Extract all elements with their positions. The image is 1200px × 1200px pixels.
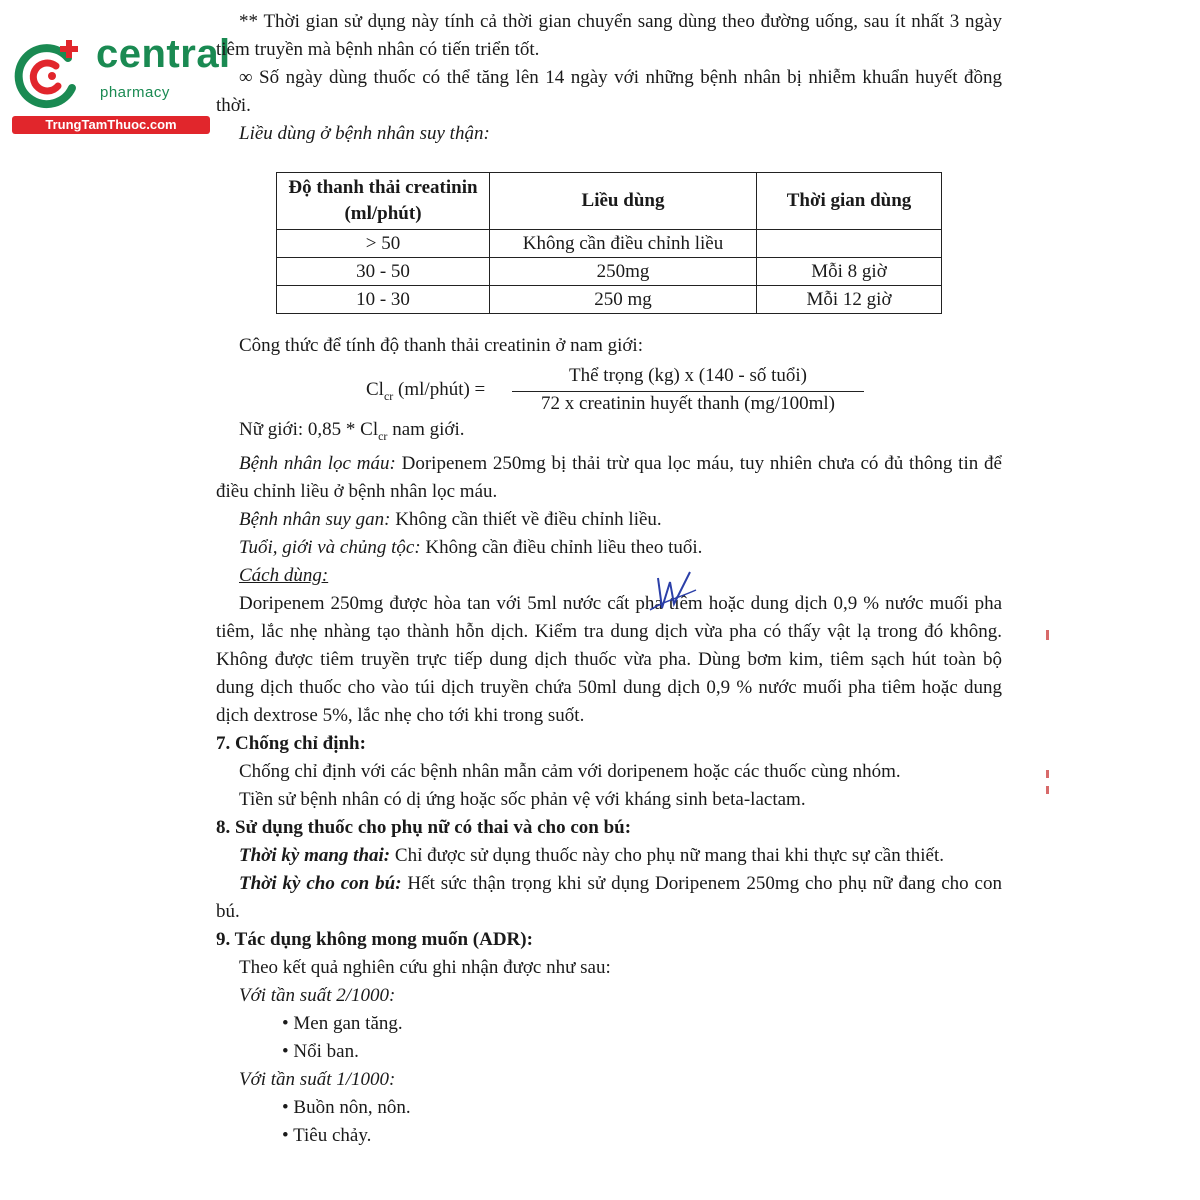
- table-cell: Mỗi 12 giờ: [757, 286, 942, 314]
- logo-wordmark: central: [96, 32, 231, 76]
- formula-lhs: $Cl_{cr}$ (ml/phút) =: [366, 379, 486, 403]
- bacteremia-note: ∞ Số ngày dùng thuốc có thể tăng lên 14 ngày với những bệnh nhân bị nhiễm khuẩn huyết đồng thời.: [216, 67, 1002, 116]
- scan-edge-mark: [1046, 770, 1049, 778]
- hepatic-paragraph: Bệnh nhân suy gan: Không cần thiết về điều chỉnh liều.: [239, 508, 662, 530]
- contraindication-1: Chống chỉ định với các bệnh nhân mẫn cảm với doripenem hoặc các thuốc cùng nhóm.: [239, 760, 901, 782]
- table-cell: Không cần điều chỉnh liều: [490, 230, 757, 258]
- lactation-paragraph: Thời kỳ cho con bú: Hết sức thận trọng khi sử dụng Doripenem 250mg cho phụ nữ đang cho con bú.: [216, 872, 1002, 922]
- section-8-title: 8. Sử dụng thuốc cho phụ nữ có thai và cho con bú:: [216, 816, 632, 838]
- logo-subtitle: pharmacy: [100, 84, 170, 101]
- formula-intro: Công thức để tính độ thanh thải creatinin ở nam giới:: [239, 335, 643, 356]
- column-header: Liều dùng: [490, 173, 757, 230]
- logo-url-banner[interactable]: TrungTamThuoc.com: [12, 116, 210, 134]
- list-item: • Men gan tăng.: [282, 1012, 403, 1034]
- signature-mark-icon: [640, 568, 700, 618]
- table-cell: [757, 230, 942, 258]
- frequency-2-1000: Với tần suất 2/1000:: [239, 984, 396, 1006]
- age-paragraph: Tuổi, giới và chủng tộc: Không cần điều chỉnh liều theo tuổi.: [239, 536, 703, 558]
- pregnancy-paragraph: Thời kỳ mang thai: Chỉ được sử dụng thuốc này cho phụ nữ mang thai khi thực sự cần thiết.: [239, 844, 945, 866]
- central-pharmacy-logo-icon: [10, 36, 90, 116]
- formula-denominator: 72 x creatinin huyết thanh (mg/100ml): [541, 393, 835, 414]
- table-row: [277, 286, 942, 314]
- table-cell: 30 - 50: [277, 258, 490, 286]
- scan-edge-mark: [1046, 786, 1049, 794]
- list-item: • Tiêu chảy.: [282, 1124, 372, 1146]
- frequency-1-1000: Với tần suất 1/1000:: [239, 1068, 396, 1090]
- table-row: [277, 258, 942, 286]
- column-header: Thời gian dùng: [757, 173, 942, 230]
- female-formula-note: Nữ giới: $0,85 * Cl_{cr}$ nam giới.: [239, 419, 465, 443]
- renal-dosing-table: [276, 172, 942, 314]
- formula-numerator: Thể trọng (kg) x (140 - số tuổi): [569, 365, 807, 386]
- column-header: Độ thanh thải creatinin (ml/phút): [277, 173, 490, 230]
- usage-title: Cách dùng:: [239, 564, 329, 586]
- table-header-row: [277, 173, 942, 230]
- duration-note: ** Thời gian sử dụng này tính cả thời gian chuyển sang dùng theo đường uống, sau ít nhất 3 ngày tiêm truyền mà bệnh nhân có tiến triển tốt.: [216, 11, 1002, 60]
- table-row: [277, 230, 942, 258]
- table-cell: > 50: [277, 230, 490, 258]
- table-cell: Mỗi 8 giờ: [757, 258, 942, 286]
- section-9-title: 9. Tác dụng không mong muốn (ADR):: [216, 928, 533, 950]
- table-cell: 250mg: [490, 258, 757, 286]
- list-item: • Buồn nôn, nôn.: [282, 1096, 411, 1118]
- table-cell: 10 - 30: [277, 286, 490, 314]
- creatinine-clearance-formula: [216, 362, 1002, 416]
- table-cell: 250 mg: [490, 286, 757, 314]
- dialysis-paragraph: Bệnh nhân lọc máu: Doripenem 250mg bị thải trừ qua lọc máu, tuy nhiên chưa có đủ thông tin để điều chỉnh liều ở bệnh nhân lọc máu.: [216, 452, 1002, 502]
- adr-intro: Theo kết quả nghiên cứu ghi nhận được như sau:: [239, 956, 611, 978]
- pharmacy-logo: [10, 32, 231, 140]
- list-item: • Nổi ban.: [282, 1040, 359, 1062]
- section-7-title: 7. Chống chỉ định:: [216, 732, 366, 754]
- document-body: [216, 8, 1002, 1150]
- scan-edge-mark: [1046, 630, 1049, 640]
- renal-dosing-title: Liều dùng ở bệnh nhân suy thận:: [239, 123, 490, 144]
- usage-paragraph: Doripenem 250mg được hòa tan với 5ml nước cất pha tiêm hoặc dung dịch 0,9 % nước muối pha tiêm, lắc nhẹ nhàng tạo thành hỗn dịch. Kiểm tra dung dịch vừa pha có thấy vật lạ trong đó không. Không được tiêm truyền trực tiếp dung dịch thuốc vừa pha. Dùng bơm kim, tiêm sạch hút toàn bộ dung dịch thuốc cho vào túi dịch truyền chứa 50ml dung dịch 0,9 % nước muối pha tiêm hoặc dung dịch dextrose 5%, lắc nhẹ cho tới khi trong suốt.: [216, 592, 1002, 726]
- contraindication-2: Tiền sử bệnh nhân có dị ứng hoặc sốc phản vệ với kháng sinh beta-lactam.: [239, 788, 806, 810]
